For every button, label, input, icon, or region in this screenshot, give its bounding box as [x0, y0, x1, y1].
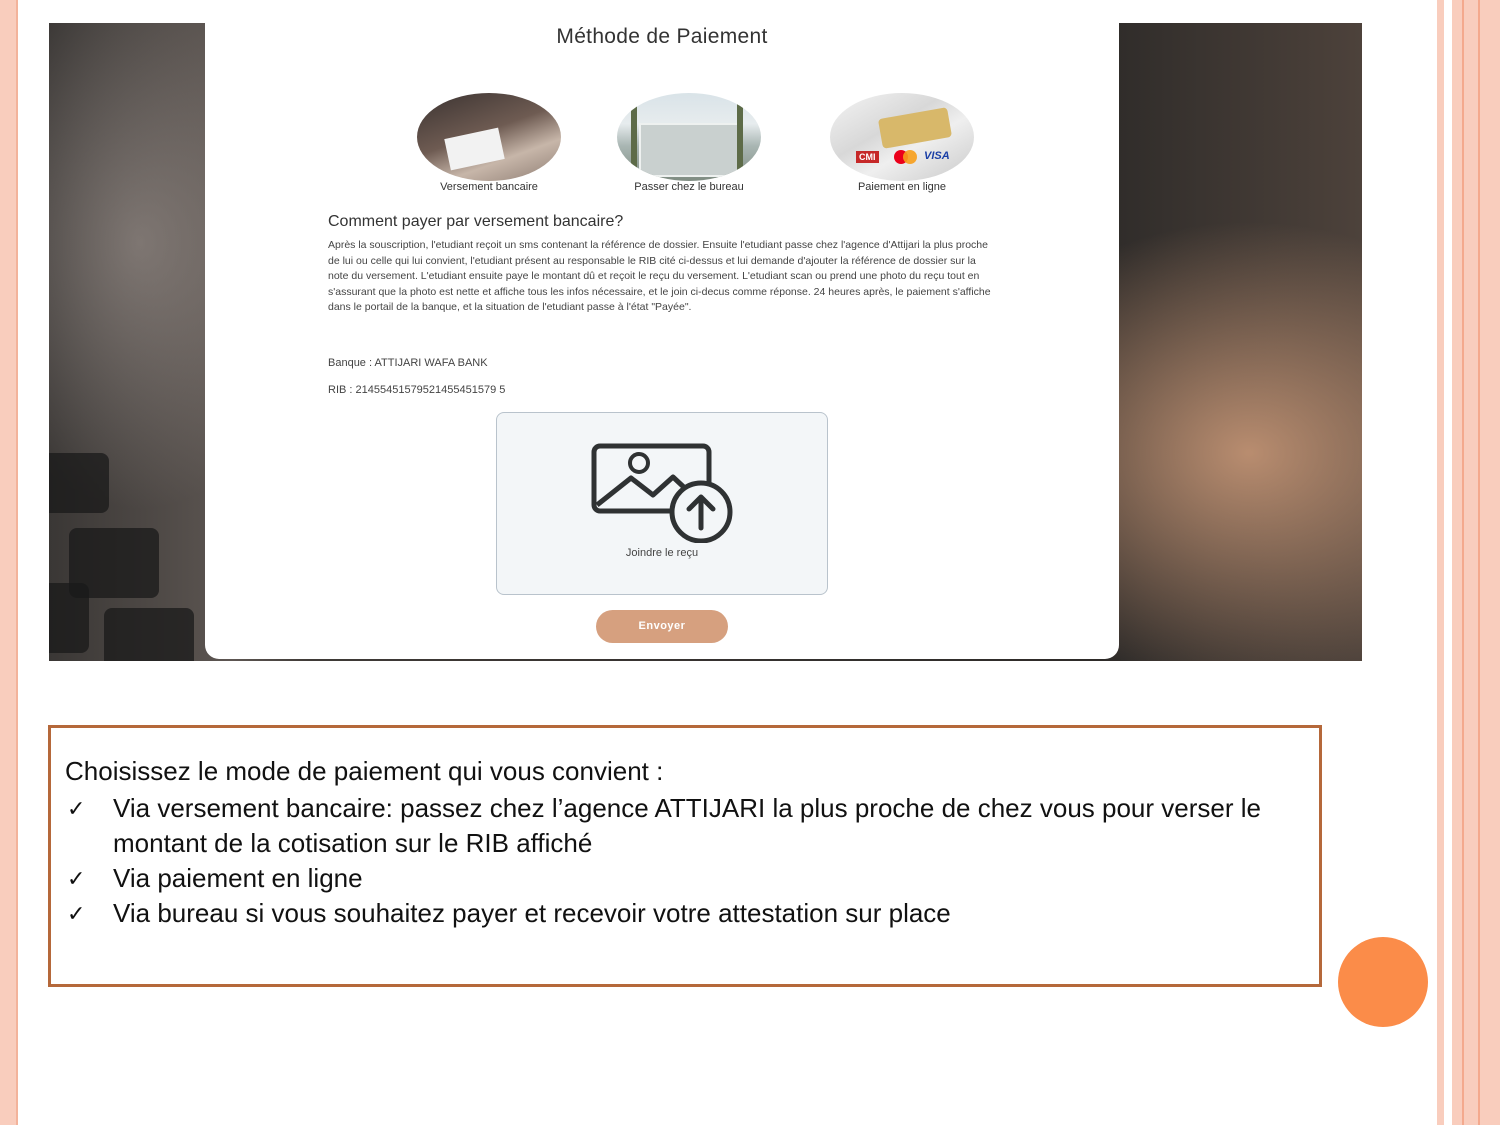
page-title: Méthode de Paiement — [556, 25, 768, 48]
bank-deposit-photo — [417, 93, 561, 181]
rib-number: RIB : 21455451579521455451579 5 — [328, 384, 506, 396]
right-decor-band — [1452, 0, 1500, 1125]
list-item — [65, 791, 1305, 861]
checkmark-icon: ✓ — [67, 866, 86, 891]
cmi-logo: CMI — [856, 151, 879, 163]
receipt-upload-dropzone[interactable] — [496, 412, 828, 595]
checkmark-icon: ✓ — [67, 901, 86, 926]
method-office[interactable] — [614, 93, 764, 193]
list-item — [65, 861, 1305, 896]
list-item — [65, 896, 1305, 931]
office-building-photo — [617, 93, 761, 181]
method-bank-deposit[interactable] — [414, 93, 564, 193]
payment-panel — [205, 23, 1119, 659]
card-payment-photo — [830, 93, 974, 181]
bank-name: Banque : ATTIJARI WAFA BANK — [328, 357, 488, 369]
image-upload-icon — [591, 443, 737, 543]
keyboard-key — [49, 453, 109, 513]
list-item-text: Via versement bancaire: passez chez l’agence ATTIJARI la plus proche de chez vous pour verser le montant de la cotisation sur le RIB affiché — [113, 793, 1261, 858]
instructions-box — [48, 725, 1322, 987]
send-button[interactable]: Envoyer — [596, 610, 728, 643]
accent-circle — [1338, 937, 1428, 1027]
payment-screenshot — [49, 23, 1362, 661]
list-item-text: Via paiement en ligne — [113, 863, 363, 893]
list-item-text: Via bureau si vous souhaitez payer et recevoir votre attestation sur place — [113, 898, 951, 928]
method-label: Versement bancaire — [440, 181, 538, 193]
keyboard-key — [49, 583, 89, 653]
left-decor-stripe — [0, 0, 18, 1125]
method-online[interactable] — [827, 93, 977, 193]
section-title: Comment payer par versement bancaire? — [328, 213, 624, 230]
upload-label: Joindre le reçu — [625, 547, 699, 559]
instructions-list — [65, 791, 1305, 931]
checkmark-icon: ✓ — [67, 796, 86, 821]
visa-logo: VISA — [924, 150, 950, 162]
mastercard-logo — [903, 150, 917, 164]
section-body: Après la souscription, l'etudiant reçoit un sms contenant la référence de dossier. Ensuite l'etudiant passe chez l'agence d'Attijari la plus proche de lui ou celle qui lui convient, l'etudiant présent au responsable le RIB cité ci-dessus et lui demande d'ajouter la référence de dossier sur la note du versement. L'etudiant ensuite paye le montant dû et reçoit le reçu du versement. L'etudiant scan ou prend une photo du reçu tout en s'assurant que la photo est nette et affiche tous les infos nécessaire, et le join ci-decus comme réponse. 24 heures après, le paiement s'affiche dans le portail de la banque, et la situation de l'etudiant passe à l'état "Payée". — [328, 239, 991, 313]
instructions-intro: Choisissez le mode de paiement qui vous convient : — [65, 756, 664, 786]
keyboard-key — [104, 608, 194, 661]
method-label: Paiement en ligne — [857, 181, 947, 193]
method-label: Passer chez le bureau — [634, 181, 744, 193]
right-decor-stripe — [1437, 0, 1444, 1125]
